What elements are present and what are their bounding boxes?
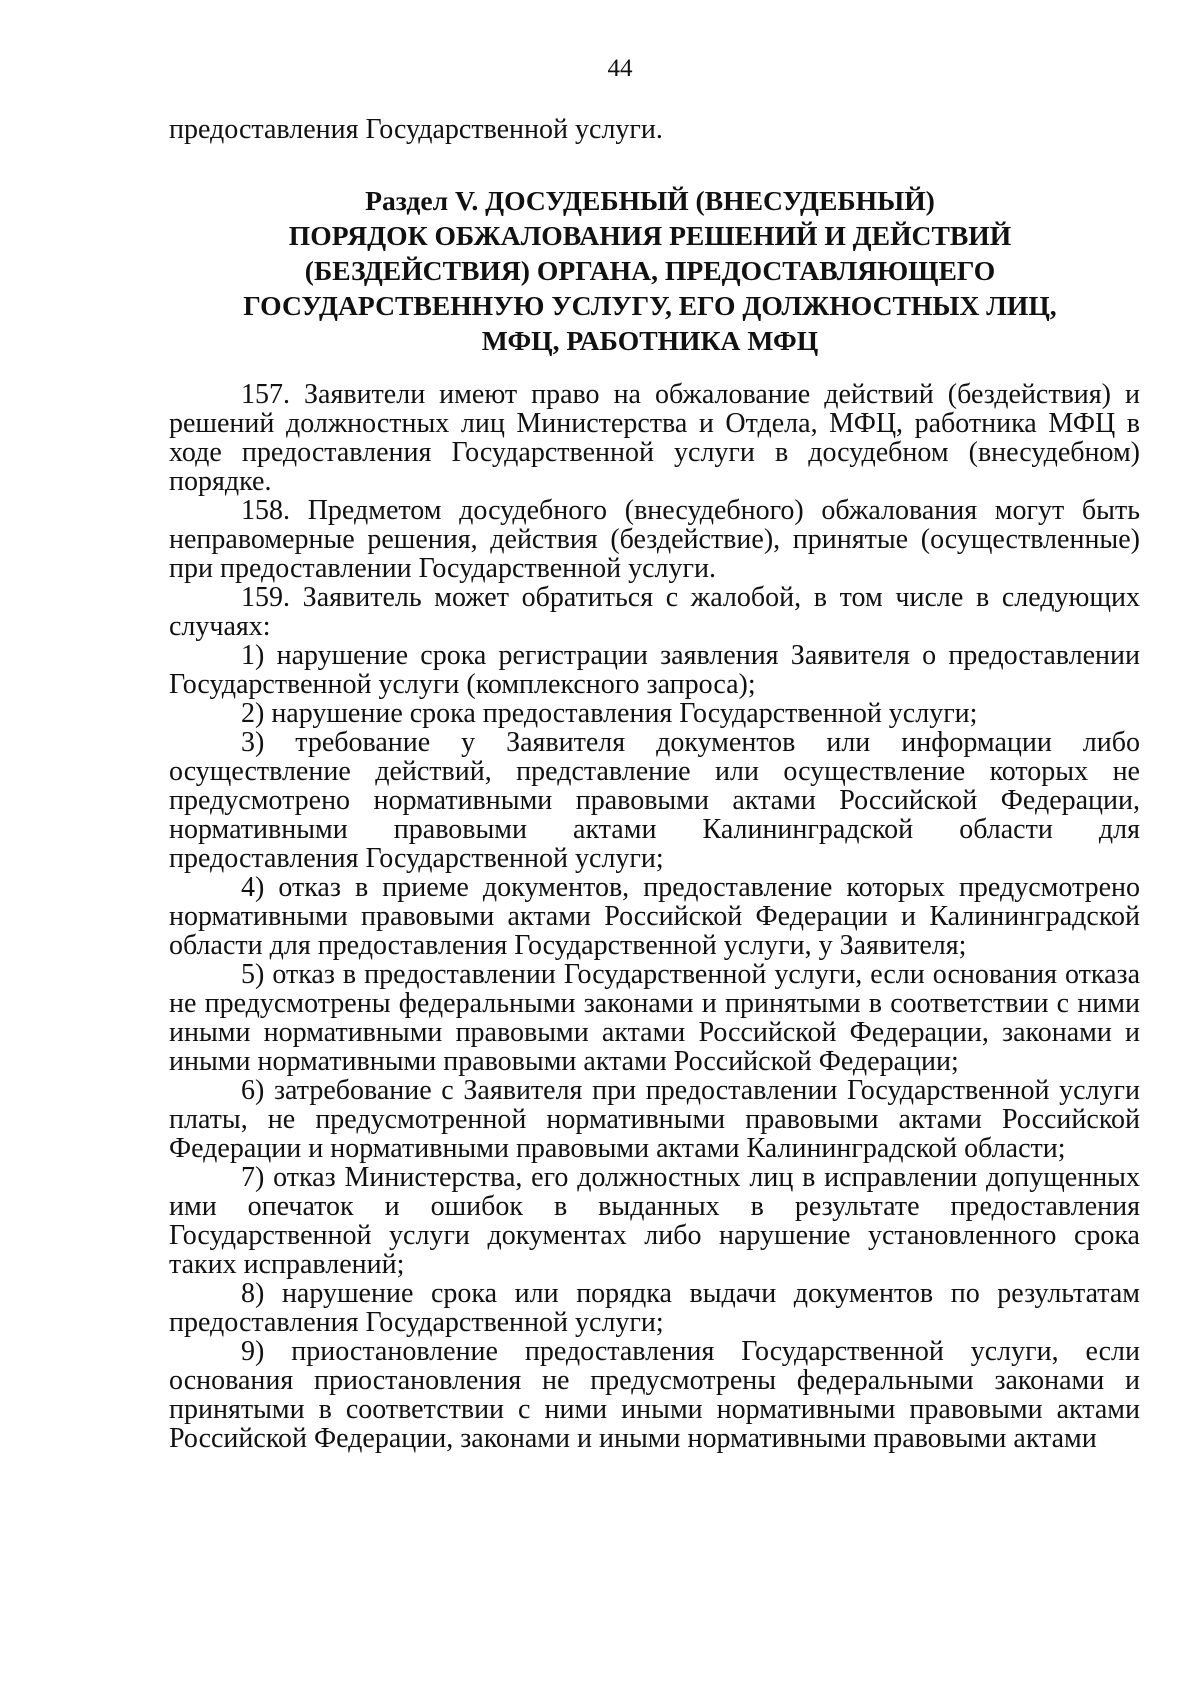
list-item-6: 6) затребование с Заявителя при предоставлении Государственной услуги платы, не предусмотренной нормативными правовыми актами Российской Федерации и нормативными правовыми актами Калининградской области; — [169, 1075, 1140, 1164]
list-item-5: 5) отказ в предоставлении Государственной услуги, если основания отказа не предусмотрены федеральными законами и принятыми в соответствии с ними иными нормативными правовыми актами Российской Федерации, законами и иными нормативными правовыми актами Российской Федерации; — [169, 959, 1140, 1077]
paragraph-158: 158. Предметом досудебного (внесудебного) обжалования могут быть неправомерные решения, действия (бездействие), принятые (осуществленные) при предоставлении Государственной услуги. — [169, 495, 1140, 584]
section-heading-line: ПОРЯДОК ОБЖАЛОВАНИЯ РЕШЕНИЙ И ДЕЙСТВИЙ — [288, 220, 1012, 251]
section-heading-line: ГОСУДАРСТВЕННУЮ УСЛУГУ, ЕГО ДОЛЖНОСТНЫХ ЛИЦ, — [243, 290, 1057, 321]
paragraph-157: 157. Заявители имеют право на обжалование действий (бездействия) и решений должностных лиц Министерства и Отдела, МФЦ, работника МФЦ в ходе предоставления Государственной услуги в досудебном (внесудебном) порядке. — [169, 379, 1140, 497]
section-heading — [169, 183, 1131, 358]
list-item-1: 1) нарушение срока регистрации заявления Заявителя о предоставлении Государственной услуги (комплексного запроса); — [169, 640, 1140, 700]
list-item-7: 7) отказ Министерства, его должностных лиц в исправлении допущенных ими опечаток и ошибок в выданных в результате предоставления Государственной услуги документах либо нарушение установленного срока таких исправлений; — [169, 1162, 1140, 1280]
section-heading-line: Раздел V. ДОСУДЕБНЫЙ (ВНЕСУДЕБНЫЙ) — [365, 185, 935, 216]
document-body — [169, 380, 1140, 1453]
page-number: 44 — [607, 55, 633, 82]
section-heading-line: МФЦ, РАБОТНИКА МФЦ — [481, 325, 819, 356]
continuation-text: предоставления Государственной услуги. — [169, 114, 663, 145]
list-item-2: 2) нарушение срока предоставления Государственной услуги; — [241, 698, 978, 729]
list-item-9: 9) приостановление предоставления Государственной услуги, если основания приостановления не предусмотрены федеральными законами и принятыми в соответствии с ними иными нормативными правовыми актами Российской Федерации, законами и иными нормативными правовыми актами — [169, 1336, 1140, 1454]
list-item-4: 4) отказ в приеме документов, предоставление которых предусмотрено нормативными правовыми актами Российской Федерации и Калининградской области для предоставления Государственной услуги, у Заявителя; — [169, 872, 1140, 961]
list-item-3: 3) требование у Заявителя документов или информации либо осуществление действий, представление или осуществление которых не предусмотрено нормативными правовыми актами Российской Федерации, нормативными правовыми актами Калининградской области для предоставления Государственной услуги; — [169, 727, 1140, 874]
section-heading-line: (БЕЗДЕЙСТВИЯ) ОРГАНА, ПРЕДОСТАВЛЯЮЩЕГО — [304, 255, 996, 286]
list-item-8: 8) нарушение срока или порядка выдачи документов по результатам предоставления Государственной услуги; — [169, 1278, 1140, 1338]
paragraph-159: 159. Заявитель может обратиться с жалобой, в том числе в следующих случаях: — [169, 582, 1140, 642]
